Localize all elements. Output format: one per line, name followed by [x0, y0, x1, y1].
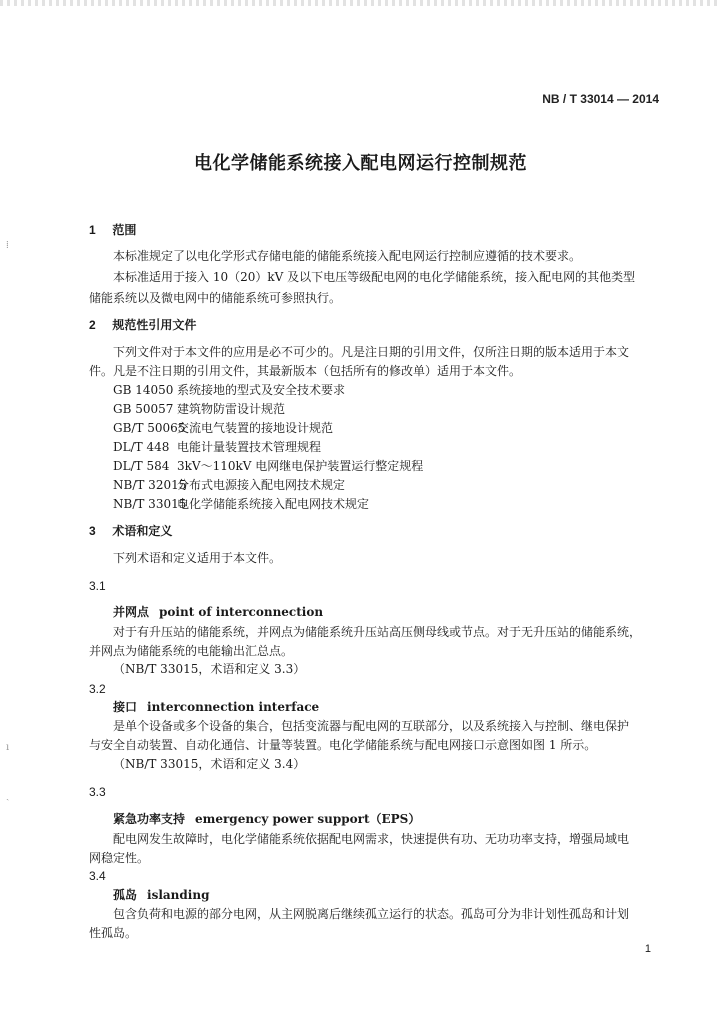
clause-number: 3.3: [89, 785, 106, 799]
reference-item: [113, 439, 321, 455]
section-1-heading: [89, 222, 136, 238]
definition-line: 包含负荷和电源的部分电网，从主网脱离后继续孤立运行的状态。孤岛可分为非计划性孤岛和计划: [113, 907, 630, 921]
reference-code: GB/T 50065: [113, 421, 186, 435]
reference-title: 分布式电源接入配电网技术规定: [177, 478, 346, 492]
paragraph-line: 下列术语和定义适用于本文件。: [113, 551, 282, 565]
page-number: 1: [644, 943, 651, 955]
paragraph-line: 下列文件对于本文件的应用是必不可少的。凡是注日期的引用文件，仅所注日期的版本适用于本文: [113, 345, 630, 359]
paragraph-line: 件。凡是不注日期的引用文件，其最新版本（包括所有的修改单）适用于本文件。: [89, 364, 522, 378]
reference-item: [113, 382, 345, 398]
term-chinese: 紧急功率支持: [113, 812, 186, 826]
definition-line: 网稳定性。: [89, 851, 150, 865]
clause-number: 3.1: [89, 579, 106, 593]
section-2-heading: [89, 317, 196, 333]
term-heading: [113, 604, 323, 620]
reference-title: 系统接地的型式及安全技术要求: [177, 383, 346, 397]
reference-item: [113, 458, 423, 474]
term-chinese: 并网点: [113, 605, 150, 619]
scan-mark: ı: [6, 742, 10, 753]
reference-title: 电化学储能系统接入配电网技术规定: [177, 497, 370, 511]
document-title: 电化学储能系统接入配电网运行控制规范: [194, 153, 527, 174]
reference-item: [113, 477, 345, 493]
paragraph-line: 本标准规定了以电化学形式存储电能的储能系统接入配电网运行控制应遵循的技术要求。: [113, 249, 582, 263]
section-number: 1: [89, 223, 96, 237]
term-english: emergency power support（EPS）: [195, 812, 421, 826]
term-english: point of interconnection: [159, 605, 324, 619]
reference-code: DL/T 448: [113, 440, 170, 454]
standard-code: NB / T 33014 — 2014: [542, 92, 659, 106]
definition-source: （NB/T 33015，术语和定义 3.4）: [113, 757, 306, 771]
section-number: 3: [89, 524, 96, 538]
definition-source: （NB/T 33015，术语和定义 3.3）: [113, 662, 306, 676]
reference-title: 3kV～110kV 电网继电保护装置运行整定规程: [177, 459, 424, 473]
paragraph-line: 本标准适用于接入 10（20）kV 及以下电压等级配电网的电化学储能系统，接入配电网的其他类型: [113, 270, 636, 284]
reference-code: DL/T 584: [113, 459, 170, 473]
scan-mark: ˎ: [6, 790, 10, 801]
reference-code: NB/T 33015: [113, 497, 187, 511]
term-english: islanding: [147, 888, 210, 902]
definition-line: 对于有升压站的储能系统，并网点为储能系统升压站高压侧母线或节点。对于无升压站的储能系统，: [113, 625, 642, 639]
section-3-heading: [89, 523, 172, 539]
term-heading: [113, 699, 319, 715]
clause-number: 3.2: [89, 682, 106, 696]
scan-edge-artifact: [0, 0, 721, 6]
definition-line: 是单个设备或多个设备的集合，包括变流器与配电网的互联部分，以及系统接入与控制、继电保护: [113, 719, 630, 733]
section-title: 术语和定义: [112, 524, 173, 538]
paragraph-line: 储能系统以及微电网中的储能系统可参照执行。: [89, 291, 342, 305]
reference-code: NB/T 32015: [113, 478, 187, 492]
reference-title: 电能计量装置技术管理规程: [177, 440, 322, 454]
section-title: 规范性引用文件: [112, 318, 197, 332]
section-number: 2: [89, 318, 96, 332]
section-title: 范围: [112, 223, 137, 237]
definition-line: 性孤岛。: [89, 926, 138, 940]
reference-item: [113, 420, 333, 436]
reference-item: [113, 496, 369, 512]
term-english: interconnection interface: [147, 700, 320, 714]
term-chinese: 接口: [113, 700, 138, 714]
reference-code: GB 50057: [113, 402, 174, 416]
term-heading: [113, 811, 420, 827]
clause-number: 3.4: [89, 869, 106, 883]
scan-mark: ⁞: [6, 240, 9, 251]
term-heading: [113, 887, 209, 903]
reference-title: 建筑物防雷设计规范: [177, 402, 286, 416]
definition-line: 并网点为储能系统的电能输出汇总点。: [89, 644, 294, 658]
definition-line: 与安全自动装置、自动化通信、计量等装置。电化学储能系统与配电网接口示意图如图 1 所示。: [89, 738, 597, 752]
reference-item: [113, 401, 285, 417]
reference-code: GB 14050: [113, 383, 174, 397]
definition-line: 配电网发生故障时，电化学储能系统依据配电网需求，快速提供有功、无功功率支持，增强局域电: [113, 832, 630, 846]
term-chinese: 孤岛: [113, 888, 138, 902]
reference-title: 交流电气装置的接地设计规范: [177, 421, 334, 435]
